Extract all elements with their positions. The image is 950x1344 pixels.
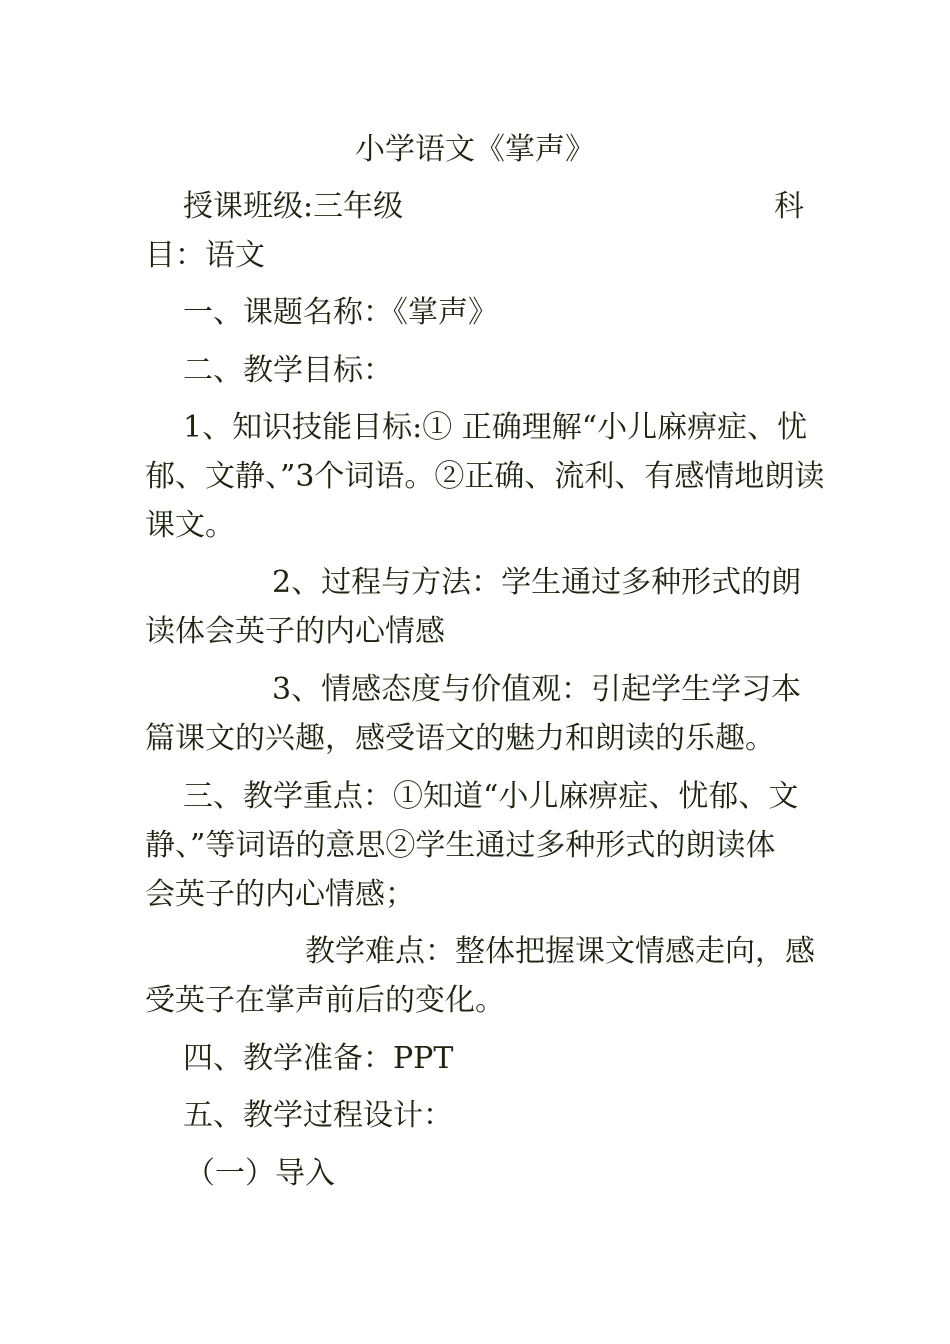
key-points-line-2: 静、”等词语的意思②学生通过多种形式的朗读体 [145, 828, 776, 863]
subject-label-part2: 目：语文 [145, 238, 265, 273]
key-points-line-3: 会英子的内心情感； [145, 877, 415, 912]
goal-knowledge-line-1: 1、知识技能目标:① 正确理解“小儿麻痹症、忧 [183, 410, 808, 445]
process-heading: 五、教学过程设计： [183, 1098, 453, 1133]
difficulty-line-1: 教学难点：整体把握课文情感走向，感 [305, 934, 815, 969]
goal-knowledge-line-2: 郁、文静、”3个词语。②正确、流利、有感情地朗读 [145, 459, 825, 494]
lesson-topic: 一、课题名称：《掌声》 [183, 295, 498, 330]
goal-attitude-line-2: 篇课文的兴趣，感受语文的魅力和朗读的乐趣。 [145, 721, 775, 756]
class-label: 授课班级:三年级 [183, 189, 404, 224]
difficulty-line-2: 受英子在掌声前后的变化。 [145, 983, 505, 1018]
subject-label-part1: 科 [774, 189, 804, 224]
teaching-prep: 四、教学准备：PPT [183, 1041, 454, 1076]
goal-process-line-1: 2、过程与方法：学生通过多种形式的朗 [272, 565, 802, 600]
intro-heading: （一）导入 [185, 1156, 335, 1191]
goal-attitude-line-1: 3、情感态度与价值观：引起学生学习本 [272, 672, 802, 707]
key-points-line-1: 三、教学重点：①知道“小儿麻痹症、忧郁、文 [183, 779, 799, 814]
goal-knowledge-line-3: 课文。 [145, 508, 235, 543]
goals-heading: 二、教学目标： [183, 353, 393, 388]
goal-process-line-2: 读体会英子的内心情感 [145, 614, 445, 649]
page-title: 小学语文《掌声》 [355, 132, 595, 167]
